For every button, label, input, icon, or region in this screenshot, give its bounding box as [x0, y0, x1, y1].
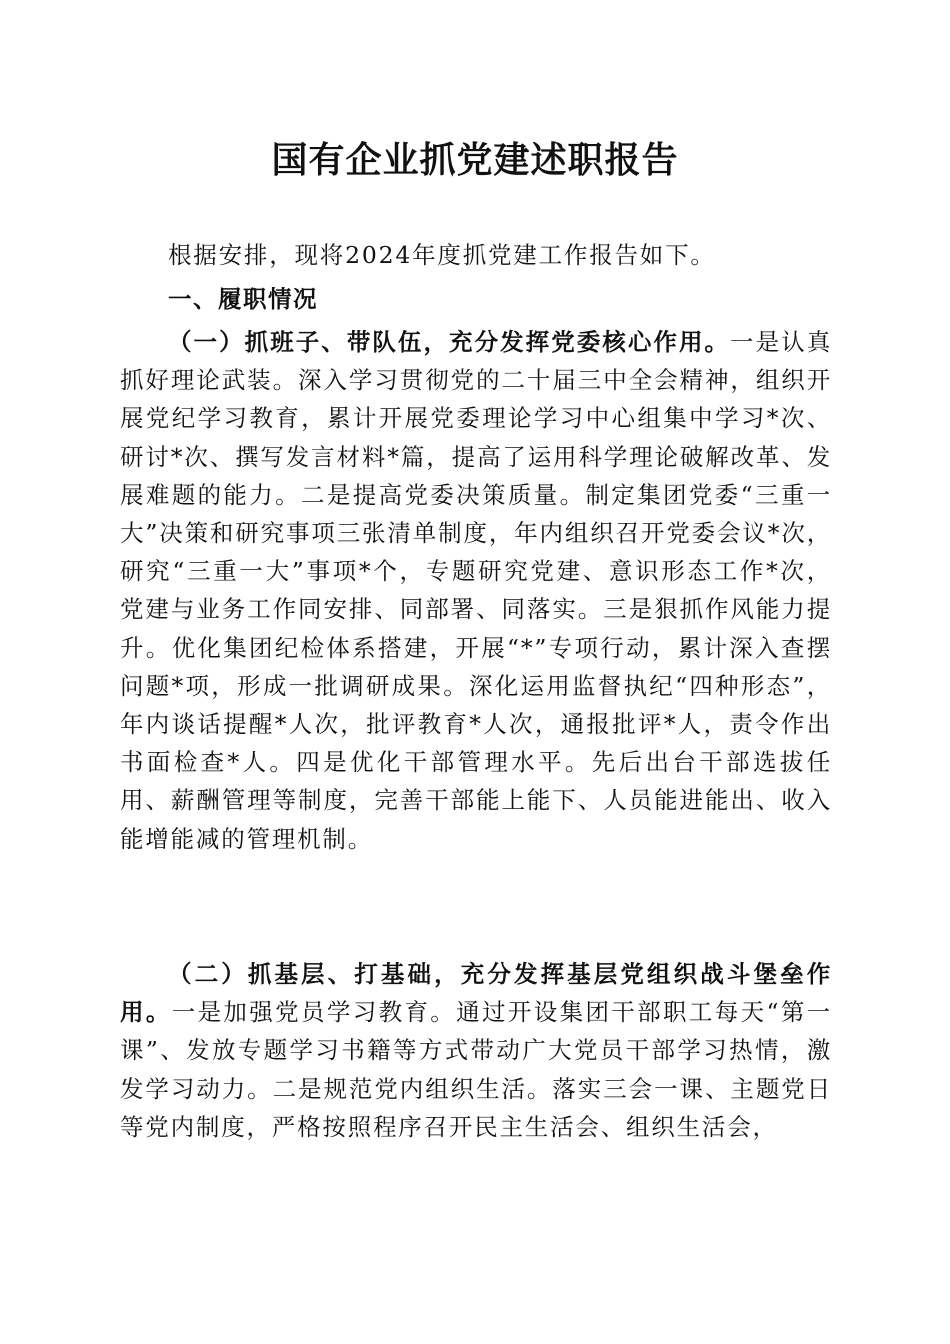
- paragraph-1: [120, 323, 832, 858]
- paragraph-2-lead: （二）抓基层、打基础，充分发挥基层党组织战斗堡垒作用。: [120, 960, 832, 1027]
- document-title: 国有企业抓党建述职报告: [271, 139, 679, 181]
- paragraph-2: [120, 955, 832, 1146]
- section-heading: 一、履职情况: [168, 285, 318, 313]
- paragraph-1-body: 一是认真抓好理论武装。深入学习贯彻党的二十届三中全会精神，组织开展党纪学习教育，累计开展党委理论学习中心组集中学习*次、研讨*次、撰写发言材料*篇，提高了运用科学理论破解改革、发展难题的能力。二是提高党委决策质量。制定集团党委“三重一大”决策和研究事项三张清单制度，年内组织召开党委会议*次，研究“三重一大”事项*个，专题研究党建、意识形态工作*次，党建与业务工作同安排、同部署、同落实。三是狠抓作风能力提升。优化集团纪检体系搭建，开展“*”专项行动，累计深入查摆问题*项，形成一批调研成果。深化运用监督执纪“四种形态”，年内谈话提醒*人次，批评教育*人次，通报批评*人，责令作出书面检查*人。四是优化干部管理水平。先后出台干部选拔任用、薪酬管理等制度，完善干部能上能下、人员能进能出、收入能增能减的管理机制。: [120, 328, 832, 853]
- intro-paragraph: 根据安排，现将2024年度抓党建工作报告如下。: [168, 241, 716, 269]
- paragraph-2-body: 一是加强党员学习教育。通过开设集团干部职工每天“第一课”、发放专题学习书籍等方式带动广大党员干部学习热情，激发学习动力。二是规范党内组织生活。落实三会一课、主题党日等党内制度，严格按照程序召开民主生活会、组织生活会，: [120, 998, 832, 1141]
- paragraph-1-lead: （一）抓班子、带队伍，充分发挥党委核心作用。: [168, 328, 731, 356]
